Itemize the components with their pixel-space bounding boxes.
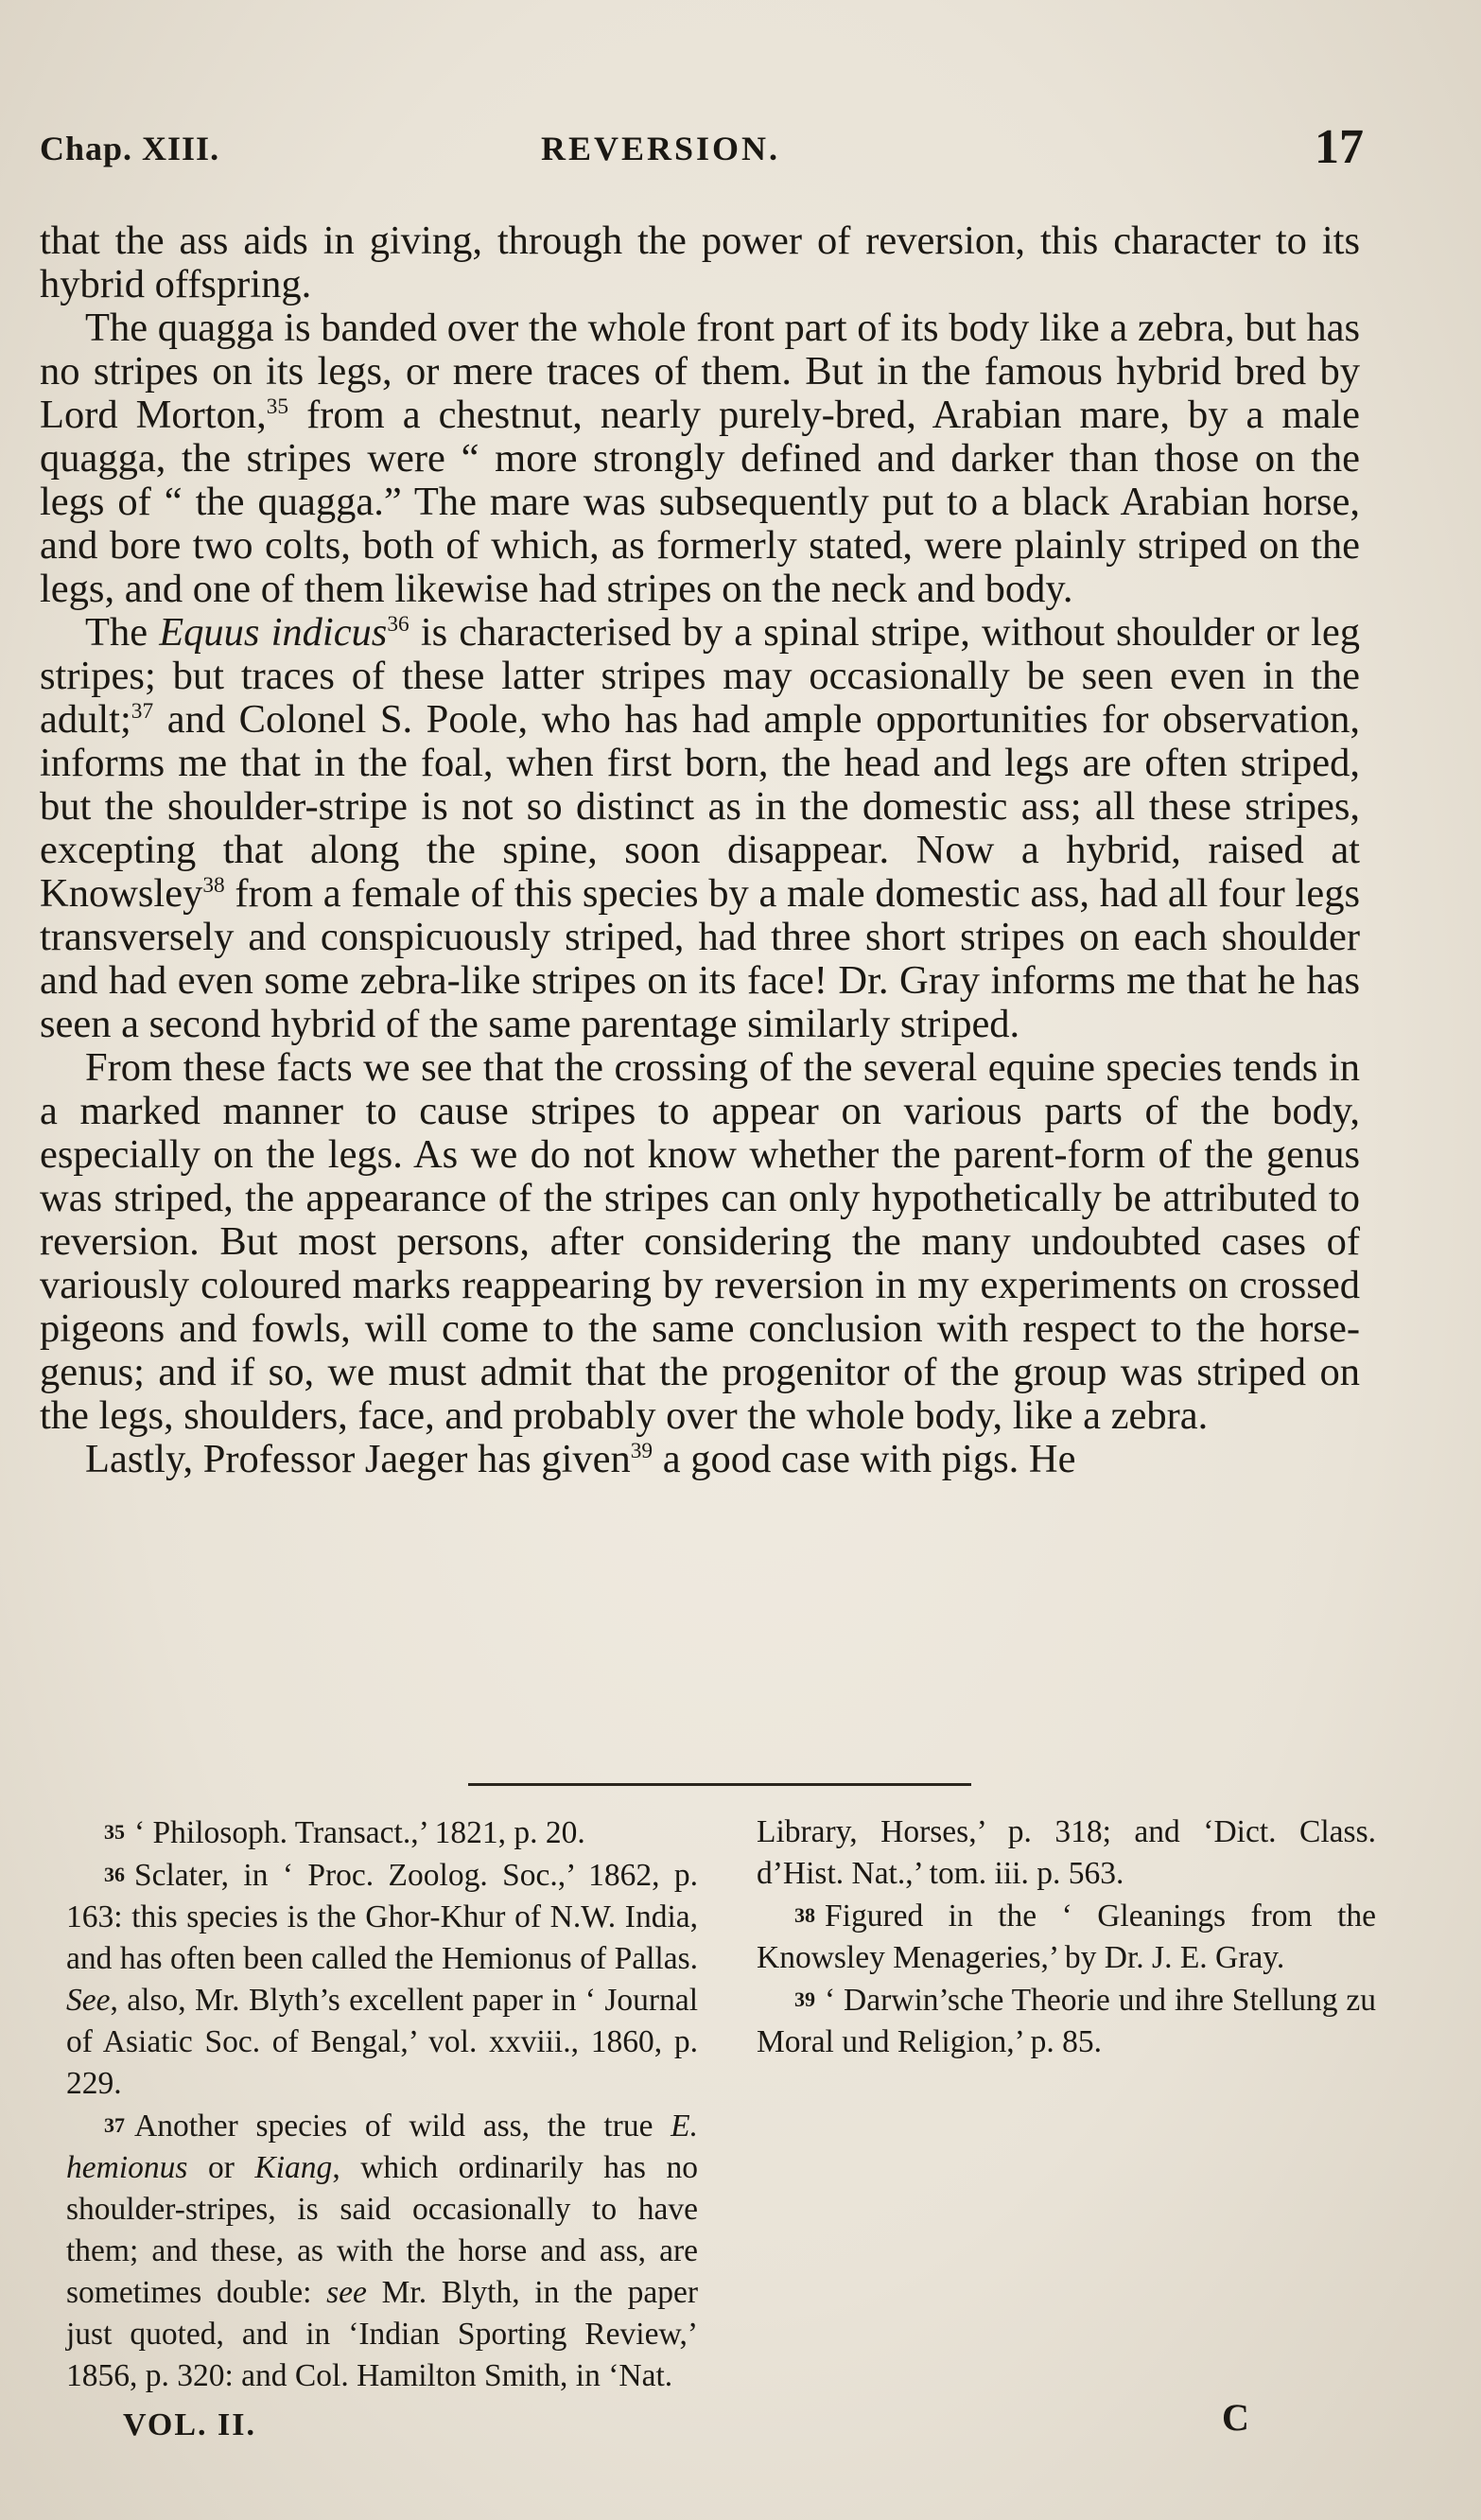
footnote-number: 35 <box>104 1820 125 1844</box>
footnote-text: p. <box>984 1814 1032 1849</box>
footnote-number: 37 <box>104 2113 125 2137</box>
footnote-ref[interactable]: 38 <box>202 872 225 898</box>
paragraph-text: that the ass aids in giving, through the power of reversion, this character to its hybrid offspring. <box>40 219 1360 306</box>
footnote-text: , which ordinarily has no shoulder-stripes, is said occasionally to have them; and these, as with the horse and ass, are sometimes double: <box>66 2150 698 2310</box>
page-number: 17 <box>1315 120 1364 174</box>
footnote-number: 39 <box>794 1987 815 2011</box>
footnote-text: p. <box>1028 1856 1061 1891</box>
paragraph-text: from a female of this species by a male domestic ass, had all four legs transversely and conspicuously striped, had three short stripes on each shoulder and had even some zebra-like stripes on its face! Dr. Gray informs me that he has seen a second hybrid of the same parentage similarly striped. <box>40 871 1360 1046</box>
signature-mark: C <box>1222 2396 1249 2439</box>
main-text <box>40 219 1360 1481</box>
footnotes-right-column <box>757 1811 1376 2063</box>
footnote-text: 563. <box>1060 1856 1124 1891</box>
paragraph-text: and Colonel S. Poole, who has had ample opportunities for observation, informs me that in the foal, when first born, the head and legs are often striped, but the shoulder-stripe is not so distinct as in the domestic ass; all these stripes, excepting that along the spine, soon disappear. Now a hybrid, raised at Knowsley <box>40 697 1360 916</box>
footnote-text: Mr. Blyth, in the paper just quoted, and in ‘Indian Sporting Review,’ 1856, p. 320: and Col. Hamilton Smith, in ‘Nat. <box>66 2275 698 2393</box>
footnote-text: ‘Dict. <box>1179 1814 1277 1849</box>
footnote-37 <box>66 2105 698 2397</box>
footnote-ref[interactable]: 35 <box>266 394 289 419</box>
paragraph-text: a good case with pigs. He <box>653 1437 1076 1481</box>
species-name: Kiang <box>254 2150 333 2185</box>
paragraph-equus-indicus <box>40 611 1360 1046</box>
footnote-number: 36 <box>104 1863 125 1886</box>
paragraph-text: from a chestnut, nearly purely-bred, Arabian mare, by a male quagga, the stripes were “ more strongly defined and darker than those on the legs of “ the quagga.” The mare was subsequently put to a black Arabian horse, and bore two colts, both of which, as formerly stated, were plainly striped on the legs, and one of them likewise had stripes on the neck and body. <box>40 393 1360 611</box>
footnote-text: or <box>187 2150 255 2185</box>
running-title: REVERSION. <box>541 130 781 167</box>
species-name: Equus indicus <box>159 610 388 655</box>
footnote-38 <box>757 1895 1376 1979</box>
footnote-text: , also, Mr. Blyth’s excellent paper in ‘ Journal of Asiatic Soc. of Bengal,’ vol. xxviii., 1860, p. 229. <box>66 1983 698 2101</box>
footnote-text: iii. <box>986 1856 1029 1891</box>
footnote-text: Sclater, in ‘ Proc. Zoolog. Soc.,’ 1862, p. 163: this species is the Ghor-Khur of N.W. India, and has often been called the Hemionus of Pallas. <box>66 1858 698 1976</box>
footnote-text: ‘ Darwin’sche Theorie und ihre Stellung zu Moral und Religion,’ p. 85. <box>757 1983 1376 2059</box>
footnote-39 <box>757 1979 1376 2063</box>
footnote-37-continued <box>757 1811 1376 1895</box>
paragraph-continued <box>40 219 1360 306</box>
volume-label: VOL. II. <box>123 2407 256 2442</box>
footnote-text: Nat.,’ <box>844 1856 922 1891</box>
footnote-36 <box>66 1854 698 2105</box>
chapter-label: Chap. XIII. <box>40 130 220 167</box>
paragraph-text: Lastly, Professor Jaeger has given <box>85 1437 631 1481</box>
footnote-text: 318; <box>1031 1814 1111 1849</box>
footnote-number: 38 <box>794 1903 815 1927</box>
footnote-text: ‘ Philosoph. Transact.,’ 1821, p. 20. <box>134 1815 585 1850</box>
footnote-divider <box>468 1783 971 1786</box>
paragraph-conclusion <box>40 1046 1360 1438</box>
footnote-text: Class. <box>1276 1814 1376 1849</box>
footnote-ref[interactable]: 37 <box>131 698 154 724</box>
paragraph-text: is characterised by a spinal stripe, without shoulder or leg stripes; but traces of these latter stripes may occasionally be seen even in the adult; <box>40 610 1360 742</box>
footnote-text: d’Hist. <box>757 1856 845 1891</box>
footnote-text: Library, <box>757 1814 858 1849</box>
footnote-see: See <box>66 1983 111 2018</box>
paragraph-quagga <box>40 306 1360 611</box>
footnote-text: Horses,’ <box>857 1814 985 1849</box>
footnote-text: Figured in the ‘ Gleanings from the Knowsley Menageries,’ by Dr. J. E. Gray. <box>757 1899 1376 1975</box>
footnotes-left-column <box>66 1811 698 2397</box>
footnote-text: tom. <box>921 1856 987 1891</box>
footnote-text: Another species of wild ass, the true <box>134 2109 671 2144</box>
footnote-35 <box>66 1811 698 1854</box>
paragraph-text: From these facts we see that the crossing of the several equine species tends in a marked manner to cause stripes to appear on various parts of the body, especially on the legs. As we do not know whether the parent-form of the genus was striped, the appearance of the stripes can only hypothetically be attributed to reversion. But most persons, after considering the many undoubted cases of variously coloured marks reappearing by reversion in my experiments on crossed pigeons and fowls, will come to the same conclusion with respect to the horse-genus; and if so, we must admit that the progenitor of the group was striped on the legs, shoulders, face, and probably over the whole body, like a zebra. <box>40 1045 1360 1438</box>
footnote-text: and <box>1110 1814 1180 1849</box>
footnote-see: see <box>326 2275 367 2310</box>
paragraph-text: The quagga is banded over the whole front part of its body like a zebra, but has no stripes on its legs, or mere traces of them. But in the famous hybrid bred by Lord Morton, <box>40 306 1360 437</box>
running-header <box>40 119 1364 185</box>
footnote-ref[interactable]: 36 <box>387 611 409 637</box>
paragraph-text: The <box>85 610 160 655</box>
species-name: E. hemionus <box>66 2109 698 2185</box>
footnote-ref[interactable]: 39 <box>630 1438 653 1463</box>
paragraph-pigs <box>40 1438 1360 1481</box>
